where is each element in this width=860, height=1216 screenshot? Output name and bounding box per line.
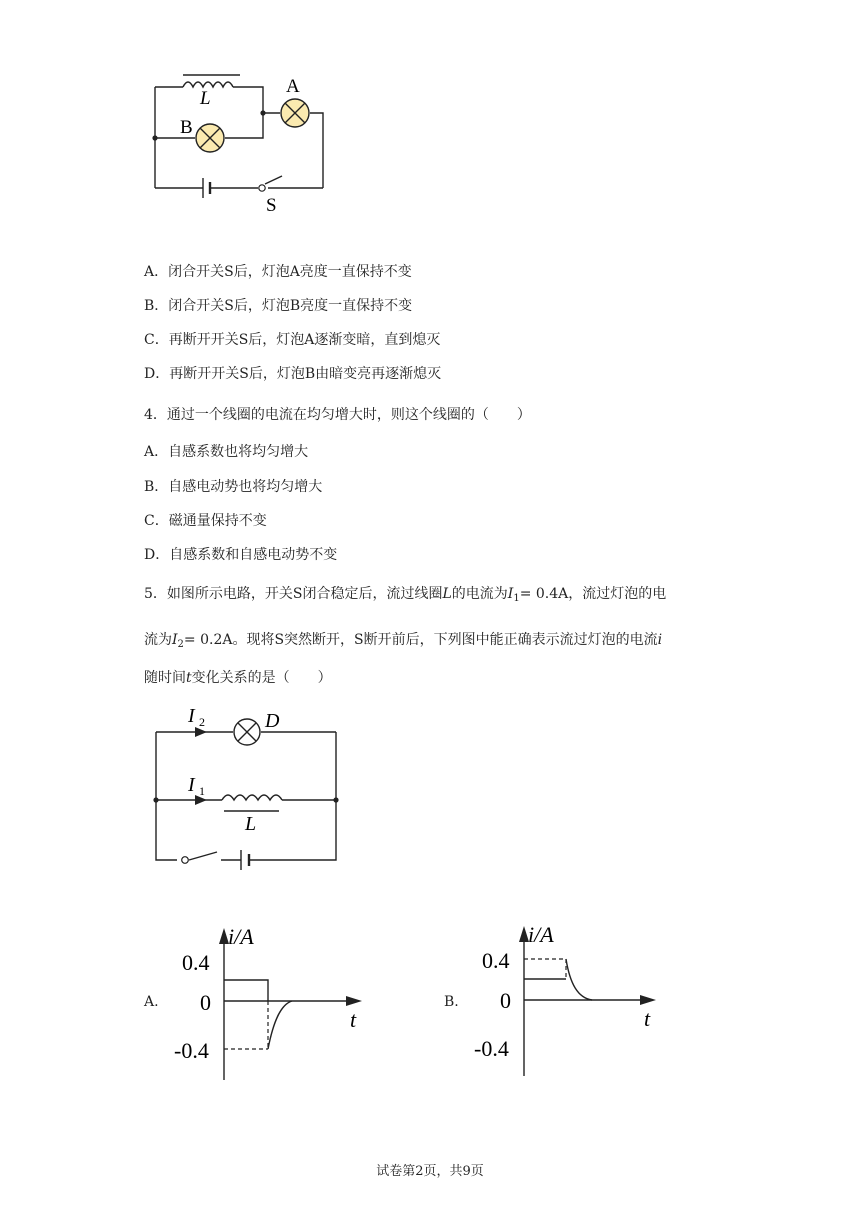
q4-option-d: D．自感系数和自感电动势不变 (144, 547, 338, 563)
graph-b-tick-pos: 0.4 (482, 948, 510, 973)
graph-b-tick-zero: 0 (500, 988, 511, 1013)
label-subscript-1: 1 (199, 784, 205, 798)
q5-subscript-2: 2 (177, 639, 184, 650)
lamp-b-icon (196, 124, 224, 152)
page-footer: 试卷第2页，共9页 (376, 1164, 484, 1179)
graph-a-tick-pos: 0.4 (182, 950, 210, 975)
graph-b-xlabel: t (644, 1006, 651, 1031)
label-lamp-a: A (286, 76, 300, 97)
graph-b-ylabel: i/A (528, 922, 554, 947)
graph-a-xlabel: t (350, 1007, 357, 1032)
lamp-a-icon (281, 99, 309, 127)
q4-option-b: B．自感电动势也将均匀增大 (144, 479, 323, 495)
circuit-diagram-2 (145, 700, 355, 875)
q5-symbol-l: L (442, 586, 452, 602)
q5-value-i2: = 0.2A (183, 632, 233, 648)
q5-stem-line1 (144, 584, 666, 609)
q3-option-b: B．闭合开关S后，灯泡B亮度一直保持不变 (144, 298, 413, 314)
q5-symbol-i1: I (507, 586, 514, 602)
graph-b-option-label: B. (444, 994, 459, 1010)
q5-text: 变化关系的是（ ） (191, 670, 332, 686)
q5-stem-line3 (144, 668, 332, 688)
graph-b (470, 918, 670, 1083)
graph-a-option-label: A. (144, 994, 159, 1010)
q4-stem: 4．通过一个线圈的电流在均匀增大时，则这个线圈的（ ） (144, 407, 531, 423)
graph-a-tick-neg: -0.4 (174, 1038, 209, 1063)
label-lamp-d: D (265, 710, 280, 732)
label-inductor-l: L (200, 88, 211, 109)
q5-text: ，流过灯泡的电 (568, 586, 667, 602)
q5-text: 流为 (144, 632, 172, 648)
q5-symbol-i2: I (172, 632, 178, 648)
q5-text: 随时间 (144, 670, 186, 686)
label-subscript-2: 2 (199, 715, 205, 729)
graph-a-tick-zero: 0 (200, 990, 211, 1015)
q5-subscript-1: 1 (513, 593, 520, 604)
q3-option-c: C．再断开开关S后，灯泡A逐渐变暗，直到熄灭 (144, 332, 441, 348)
q5-symbol-i: i (657, 632, 663, 648)
q5-text: 5．如图所示电路，开关S闭合稳定后，流过线圈 (144, 586, 443, 602)
graph-a (170, 920, 370, 1085)
q3-option-d: D．再断开开关S后，灯泡B由暗变亮再逐渐熄灭 (144, 366, 442, 382)
label-current-i2: I (188, 705, 195, 727)
circuit-diagram-1 (140, 70, 340, 215)
label-current-i1: I (188, 774, 195, 796)
q5-stem-line2 (144, 630, 662, 655)
graph-b-tick-neg: -0.4 (474, 1036, 509, 1061)
label-lamp-b: B (180, 117, 193, 138)
lamp-d-icon (234, 719, 260, 745)
graph-a-ylabel: i/A (228, 924, 254, 949)
label-switch-s: S (266, 195, 277, 215)
q5-symbol-t: t (186, 670, 192, 686)
q4-option-a: A．自感系数也将均匀增大 (144, 444, 309, 460)
q5-text: 的电流为 (451, 586, 508, 602)
label-inductor-l: L (245, 813, 257, 835)
q5-value-i1: = 0.4A (519, 586, 569, 602)
q3-option-a: A．闭合开关S后，灯泡A亮度一直保持不变 (144, 264, 412, 280)
q4-option-c: C．磁通量保持不变 (144, 513, 267, 529)
q5-text: 。现将S突然断开，S断开前后，下列图中能正确表示流过灯泡的电流 (232, 632, 658, 648)
